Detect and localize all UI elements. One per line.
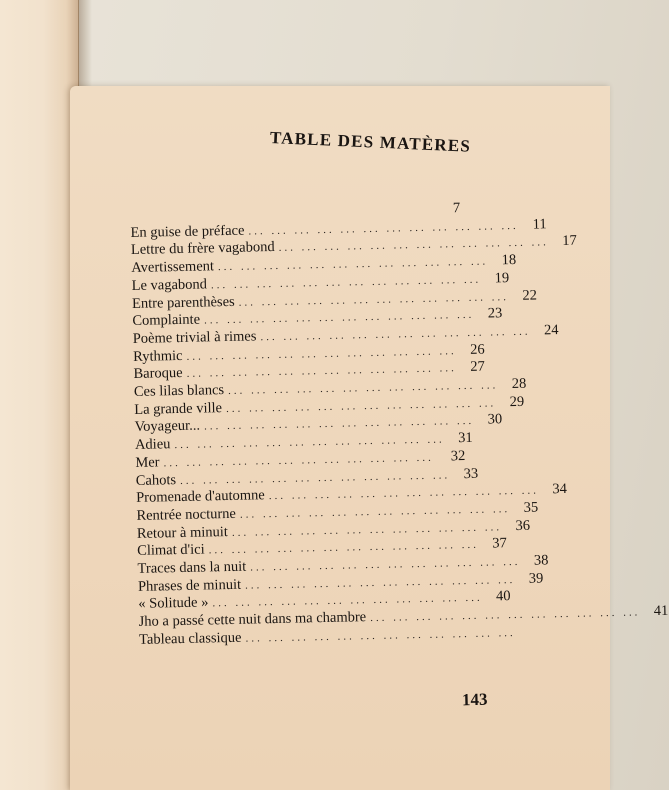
dot-leader: ... ... ... ... ... ... ... ... ... ... ... ... [203, 415, 475, 433]
toc-entry-title: Climat d'ici [137, 541, 205, 560]
toc-entry-title: Le vagabond [131, 276, 208, 294]
toc-entry-title: Traces dans la nuit [137, 558, 247, 577]
toc-entry-title: Promenade d'automne [135, 487, 265, 507]
toc-entry-title: Poème trivial à rimes [132, 328, 257, 347]
toc-entry-page: 30 [487, 411, 503, 428]
toc-entry-title: Ces lilas blancs [133, 382, 225, 400]
toc-entry-title: Baroque [133, 365, 183, 383]
dot-leader: ... ... ... ... ... ... ... ... ... ... ... ... [239, 502, 511, 521]
facing-page-edge [0, 0, 79, 790]
dot-leader: ... ... ... ... ... ... ... ... ... ... ... ... [186, 362, 457, 381]
toc-entry-title: En guise de préface [130, 222, 245, 241]
toc-entry-page: 24 [543, 321, 559, 339]
dot-leader: ... ... ... ... ... ... ... ... ... ... ... ... [203, 309, 475, 327]
toc-entry-page: 34 [552, 481, 568, 498]
dot-leader: ... ... ... ... ... ... ... ... ... ... ... ... [248, 219, 519, 238]
toc-entry-title: « Solitude » [138, 594, 209, 613]
toc-entry-page: 26 [470, 341, 485, 358]
toc-entry-page: 41 [653, 602, 669, 620]
toc-entry-title: Lettre du frère vagabond [130, 239, 275, 259]
toc-entry-title: Tableau classique [138, 629, 242, 648]
toc-entry-page: 39 [528, 570, 544, 587]
toc-entry-page: 18 [501, 252, 517, 269]
dot-leader: ... ... ... ... ... ... ... ... ... ... ... ... [225, 397, 497, 415]
dot-leader: ... ... ... ... ... ... ... ... ... ... ... ... [208, 539, 480, 557]
toc-entry-page: 28 [511, 375, 527, 393]
dot-leader: ... ... ... ... ... ... ... ... ... ... ... ... [174, 433, 445, 452]
toc-entry-page: 35 [523, 499, 539, 516]
toc-entry-title: Phrases de minuit [137, 576, 242, 595]
toc-entry-page: 38 [533, 552, 549, 569]
dot-leader: ... ... ... ... ... ... ... ... ... ... ... ... [260, 325, 531, 344]
toc-entry-title: Voyageur... [134, 417, 201, 436]
toc-entry-page: 11 [532, 215, 547, 233]
toc-entry-title: Jho a passé cette nuit dans ma chambre [138, 609, 367, 631]
toc-entry-title: Rythmic [132, 347, 183, 365]
toc-entry-page: 19 [494, 269, 510, 287]
toc-entry-page: 37 [492, 535, 508, 552]
dot-leader: ... ... ... ... ... ... ... ... ... ... ... ... [268, 484, 540, 503]
toc-title: TABLE DES MATÈRES [269, 128, 472, 156]
dot-leader: ... ... ... ... ... ... ... ... ... ... ... ... [163, 451, 434, 470]
dot-leader: ... ... ... ... ... ... ... ... ... ... ... ... [250, 555, 521, 574]
toc-entry-page: 36 [515, 517, 531, 534]
toc-entry-page: 22 [522, 287, 538, 304]
toc-entry-page: 29 [509, 393, 525, 410]
toc-entry-title: Complainte [132, 311, 201, 330]
toc-entry-page: 32 [450, 447, 466, 465]
page-number: 143 [461, 689, 488, 710]
dot-leader: ... ... ... ... ... ... ... ... ... ... ... ... [245, 626, 516, 645]
toc-entry-title: Retour à minuit [136, 523, 229, 542]
toc-entry-title: Mer [135, 454, 160, 471]
dot-leader: ... ... ... ... ... ... ... ... ... ... ... ... [244, 573, 516, 592]
toc-entry-page: 40 [495, 588, 511, 605]
toc-entry-title: Rentrée nocturne [136, 505, 237, 524]
dot-leader: ... ... ... ... ... ... ... ... ... ... ... ... [370, 606, 641, 625]
toc-entry-title: Cahots [135, 471, 177, 489]
dot-leader: ... ... ... ... ... ... ... ... ... ... ... ... [186, 344, 457, 363]
toc-entry-page: 31 [457, 429, 473, 447]
toc-entry-title: Entre parenthèses [131, 293, 235, 312]
dot-leader: ... ... ... ... ... ... ... ... ... ... ... ... [210, 273, 482, 292]
toc-entry-page: 33 [463, 465, 479, 482]
toc-entry-page: 7 [452, 200, 461, 217]
toc-entry-title: Adieu [134, 436, 171, 454]
toc-entry-title: Avertissement [131, 258, 215, 277]
toc-entry-page: 17 [562, 233, 577, 250]
dot-leader: ... ... ... ... ... ... ... ... ... ... ... ... [227, 379, 499, 397]
dot-leader: ... ... ... ... ... ... ... ... ... ... ... ... [278, 236, 549, 255]
dot-leader: ... ... ... ... ... ... ... ... ... ... ... ... [212, 592, 483, 610]
dot-leader: ... ... ... ... ... ... ... ... ... ... ... ... [179, 468, 451, 487]
dot-leader: ... ... ... ... ... ... ... ... ... ... ... ... [238, 290, 510, 309]
toc-entry-page: 27 [470, 358, 485, 376]
dot-leader: ... ... ... ... ... ... ... ... ... ... ... ... [217, 255, 489, 274]
dot-leader: ... ... ... ... ... ... ... ... ... ... ... ... [231, 520, 503, 539]
toc-entry-page: 23 [487, 305, 503, 322]
toc-entry-title: La grande ville [134, 399, 223, 418]
